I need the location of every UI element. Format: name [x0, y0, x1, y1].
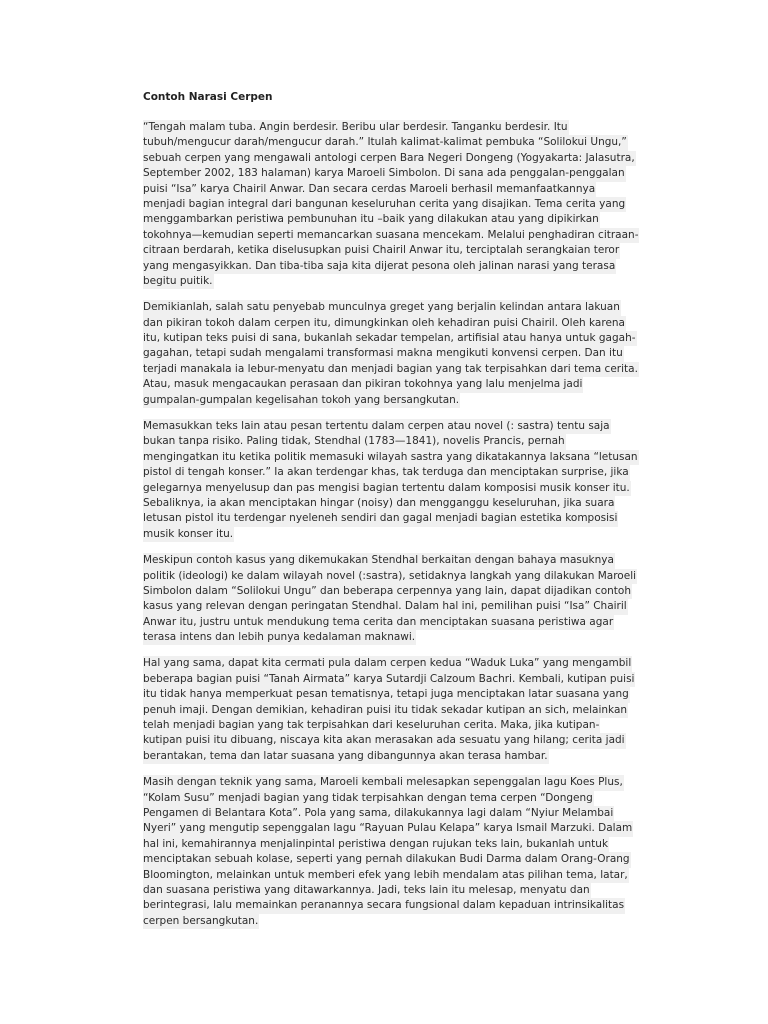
text-line: cerpen bersangkutan.: [143, 914, 259, 929]
text-line: begitu puitik.: [143, 274, 214, 289]
text-line: kutipan puisi itu dibuang, niscaya kita akan merasakan ada sesuatu yang hilang; cerita jadi: [143, 733, 626, 748]
text-line: tokohnya—kemudian seperti memancarkan suasana mencekam. Melalui penghadiran citraan-: [143, 228, 639, 243]
text-line: dan suasana peristiwa yang ditawarkannya. Jadi, teks lain itu melesap, menyatu dan: [143, 883, 591, 898]
text-line: citraan berdarah, ketika diselusupkan puisi Chairil Anwar itu, terciptalah serangkaian teror: [143, 243, 620, 258]
text-line: Nyeri” yang mengutip sepenggalan lagu “Rayuan Pulau Kelapa” karya Ismail Marzuki. Dalam: [143, 821, 633, 836]
text-line: “Kolam Susu” menjadi bagian yang tidak terpisahkan dengan tema cerpen “Dongeng: [143, 791, 594, 806]
text-line: pistol di tengah konser.” Ia akan terdengar khas, tak terduga dan menciptakan surprise, jika: [143, 465, 630, 480]
text-line: letusan pistol itu terdengar nyeleneh sendiri dan gagal menjadi bagian estetika komposisi: [143, 511, 618, 526]
text-line: hal ini, kemahirannya menjalinpintal peristiwa dengan rujukan teks lain, bukanlah untuk: [143, 837, 609, 852]
text-line: gumpalan-gumpalan kegelisahan tokoh yang bersangkutan.: [143, 393, 460, 408]
paragraph-1: [143, 120, 743, 289]
document-title: Contoh Narasi Cerpen: [143, 91, 273, 103]
text-line: menggambarkan peristiwa pembunuhan itu –baik yang dilakukan atau yang dipikirkan: [143, 212, 600, 227]
text-line: gagahan, tetapi sudah mengalami transformasi makna mengikuti konvensi cerpen. Dan itu: [143, 346, 624, 361]
text-line: “Tengah malam tuba. Angin berdesir. Beribu ular berdesir. Tanganku berdesir. Itu: [143, 120, 569, 135]
text-line: penuh imaji. Dengan demikian, kehadiran puisi itu tidak sekadar kutipan an sich, melainkan: [143, 703, 628, 718]
text-line: Memasukkan teks lain atau pesan tertentu dalam cerpen atau novel (: sastra) tentu saja: [143, 419, 611, 434]
text-line: mengingatkan itu ketika politik memasuki wilayah sastra yang dikatakannya laksana “letusan: [143, 450, 639, 465]
text-line: menjadi bagian integral dari bangunan keseluruhan cerita yang disajikan. Tema cerita yang: [143, 197, 626, 212]
text-line: puisi “Isa” karya Chairil Anwar. Dan secara cerdas Maroeli berhasil memanfaatkannya: [143, 182, 596, 197]
text-line: Demikianlah, salah satu penyebab munculnya greget yang berjalin kelindan antara lakuan: [143, 300, 621, 315]
text-line: itu tidak hanya memperkuat pesan tematisnya, tetapi juga menciptakan latar suasana yang: [143, 687, 630, 702]
text-line: Bloomington, melainkan untuk memberi efek yang lebih mendalam atas pilihan tema, latar,: [143, 868, 629, 883]
paragraph-5: [143, 656, 743, 764]
text-line: terasa intens dan lebih punya kedalaman maknawi.: [143, 630, 416, 645]
paragraph-6: [143, 775, 743, 929]
text-line: Pengamen di Belantara Kota”. Pola yang sama, dilakukannya lagi dalam “Nyiur Melambai: [143, 806, 614, 821]
text-line: tubuh/mengucur darah/mengucur darah.” Itulah kalimat-kalimat pembuka “Solilokui Ungu,”: [143, 135, 628, 150]
text-line: yang mengasyikkan. Dan tiba-tiba saja kita dijerat pesona oleh jalinan narasi yang terasa: [143, 259, 616, 274]
text-line: berantakan, tema dan latar suasana yang dibangunnya akan terasa hambar.: [143, 749, 549, 764]
paragraph-2: [143, 300, 743, 408]
text-line: Atau, masuk mengacaukan perasaan dan pikiran tokohnya yang lalu menjelma jadi: [143, 377, 583, 392]
paragraph-3: [143, 419, 743, 542]
document-page: [143, 90, 743, 940]
text-line: sebuah cerpen yang mengawali antologi cerpen Bara Negeri Dongeng (Yogyakarta: Jalasutra,: [143, 151, 636, 166]
text-line: telah menjadi bagian yang tak terpisahkan dari keseluruhan cerita. Maka, jika kutipan-: [143, 718, 600, 733]
text-line: beberapa bagian puisi “Tanah Airmata” karya Sutardji Calzoum Bachri. Kembali, kutipan puisi: [143, 672, 635, 687]
text-line: dan pikiran tokoh dalam cerpen itu, dimungkinkan oleh kehadiran puisi Chairil. Oleh karena: [143, 316, 626, 331]
text-line: menciptakan sebuah kolase, seperti yang pernah dilakukan Budi Darma dalam Orang-Orang: [143, 852, 631, 867]
text-line: Sebaliknya, ia akan menciptakan hingar (noisy) dan mengganggu keseluruhan, jika suara: [143, 496, 615, 511]
paragraph-4: [143, 553, 743, 645]
text-line: Anwar itu, justru untuk mendukung tema cerita dan menciptakan suasana peristiwa agar: [143, 615, 614, 630]
text-line: bukan tanpa risiko. Paling tidak, Stendhal (1783—1841), novelis Prancis, pernah: [143, 434, 566, 449]
text-line: September 2002, 183 halaman) karya Maroeli Simbolon. Di sana ada penggalan-penggalan: [143, 166, 626, 181]
text-line: Meskipun contoh kasus yang dikemukakan Stendhal berkaitan dengan bahaya masuknya: [143, 553, 615, 568]
text-line: politik (ideologi) ke dalam wilayah novel (:sastra), setidaknya langkah yang dilakukan Maroeli: [143, 569, 637, 584]
text-line: Masih dengan teknik yang sama, Maroeli kembali melesapkan sepenggalan lagu Koes Plus,: [143, 775, 624, 790]
text-line: terjadi manakala ia lebur-menyatu dan menjadi bagian yang tak terpisahkan dari tema cerita.: [143, 362, 639, 377]
text-line: itu, kutipan teks puisi di sana, bukanlah sekadar tempelan, artifisial atau hanya untuk gagah-: [143, 331, 637, 346]
text-line: berintegrasi, lalu memainkan peranannya secara fungsional dalam kepaduan intrinsikalitas: [143, 898, 625, 913]
text-line: musik konser itu.: [143, 527, 234, 542]
text-line: Hal yang sama, dapat kita cermati pula dalam cerpen kedua “Waduk Luka” yang mengambil: [143, 656, 632, 671]
text-line: gelegarnya menyelusup dan pas mengisi bagian tertentu dalam komposisi musik konser itu.: [143, 481, 631, 496]
text-line: Simbolon dalam “Solilokui Ungu” dan beberapa cerpennya yang lain, dapat dijadikan contoh: [143, 584, 632, 599]
text-line: kasus yang relevan dengan peringatan Stendhal. Dalam hal ini, pemilihan puisi “Isa” Chairil: [143, 599, 628, 614]
